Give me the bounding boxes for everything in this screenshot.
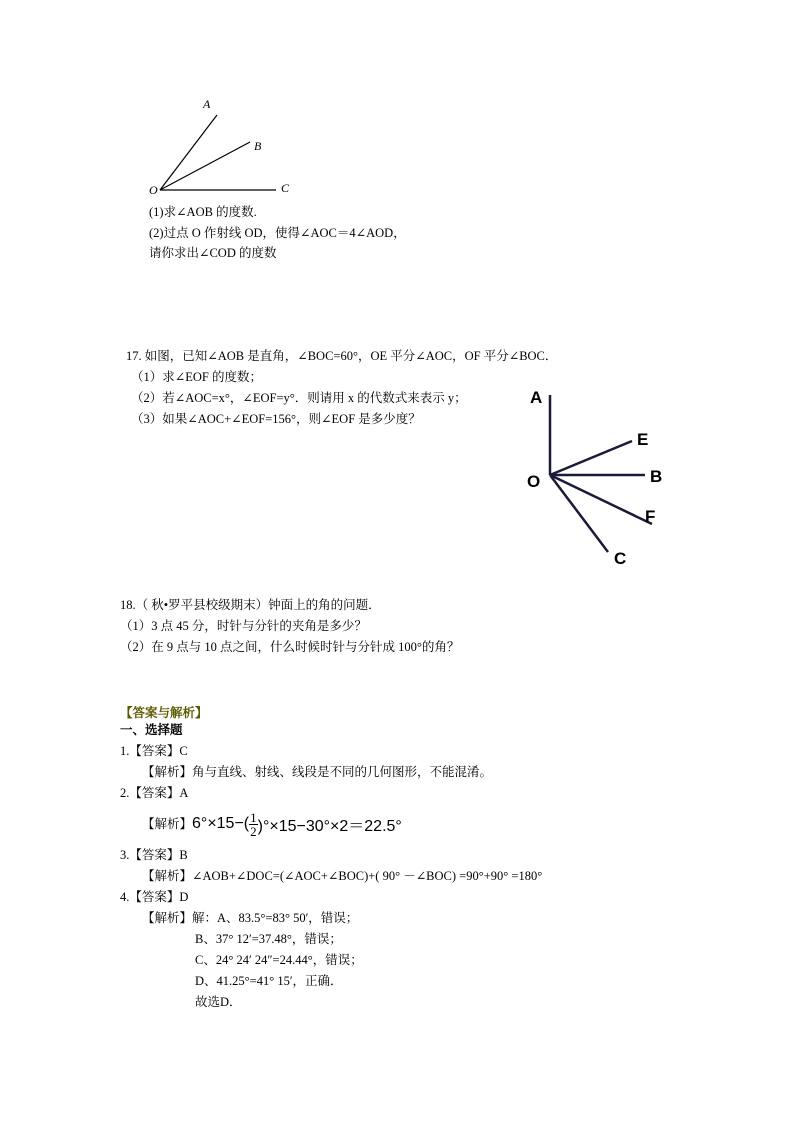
q17-stem: 17. 如图，已知∠AOB 是直角，∠BOC=60°，OE 平分∠AOC，OF 平分∠BOC．: [126, 349, 558, 363]
analysis-4-conclusion: 故选D．: [195, 995, 242, 1009]
analysis-4-option-d: D、41.25°=41° 15′，正确．: [195, 974, 343, 988]
answer-3: 3.【答案】B: [120, 848, 188, 862]
analysis-2-formula-right: )°×15−30°×2＝22.5°: [257, 817, 402, 835]
q17-part2: （2）若∠AOC=x°，∠EOF=y°．则请用 x 的代数式来表示 y；: [131, 391, 467, 405]
ray-oa: [160, 115, 217, 190]
figure2-label-a: A: [530, 388, 543, 407]
answers-heading: 【答案与解析】: [120, 706, 208, 720]
answers-section-title: 一、选择题: [120, 723, 183, 737]
figure2-label-o: O: [527, 472, 541, 491]
q16-part3: 请你求出∠COD 的度数: [149, 246, 277, 260]
figure1-label-b: B: [254, 139, 262, 153]
analysis-4-option-b: B、37° 12′=37.48°，错误；: [195, 932, 342, 946]
figure2-label-c: C: [614, 549, 627, 568]
figure2-label-f: F: [645, 507, 656, 526]
analysis-2-label: 【解析】: [142, 816, 193, 831]
fraction-numerator: 1: [250, 809, 257, 825]
answer-1: 1.【答案】C: [120, 744, 188, 758]
ray-ob: [160, 142, 250, 190]
figure2-label-b: B: [650, 467, 663, 486]
answer-4: 4.【答案】D: [120, 890, 189, 904]
q17-part1: （1）求∠EOF 的度数；: [131, 370, 262, 384]
analysis-2: [142, 806, 402, 842]
ray-oe: [550, 441, 632, 475]
q18-part1: （1）3 点 45 分，时针与分针的夹角是多少？: [120, 619, 367, 633]
analysis-3: 【解析】∠AOB+∠DOC=(∠AOC+∠BOC)+( 90° －∠BOC) =90°+90° =180°: [142, 869, 543, 883]
figure2-label-e: E: [637, 430, 649, 449]
q16-part1: (1)求∠AOB 的度数.: [149, 205, 257, 219]
analysis-1: 【解析】角与直线、射线、线段是不同的几何图形，不能混淆。: [142, 765, 493, 779]
answer-2: 2.【答案】A: [120, 786, 189, 800]
q18-part2: （2）在 9 点与 10 点之间，什么时候时针与分针成 100°的角？: [120, 640, 460, 654]
figure1-label-a: A: [203, 97, 211, 111]
analysis-2-formula-left: 6°×15−(: [192, 815, 250, 832]
figure1-label-o: O: [149, 183, 158, 197]
analysis-4: 【解析】解：A、83.5°=83° 50′，错误；: [142, 911, 359, 925]
analysis-4-option-c: C、24° 24′ 24″=24.44°，错误；: [195, 953, 363, 967]
q16-part2: (2)过点 O 作射线 OD，使得∠AOC＝4∠AOD，: [149, 226, 406, 240]
fraction-denominator: 2: [250, 823, 257, 839]
q17-part3: （3）如果∠AOC+∠EOF=156°，则∠EOF 是多少度？: [131, 412, 421, 426]
figure1-label-c: C: [281, 181, 290, 195]
ray-oc-2: [550, 475, 608, 552]
q18-stem: 18.（ 秋•罗平县校级期末）钟面上的角的问题．: [120, 598, 381, 612]
analysis-2-fraction: [249, 811, 258, 838]
ray-of: [550, 475, 652, 524]
